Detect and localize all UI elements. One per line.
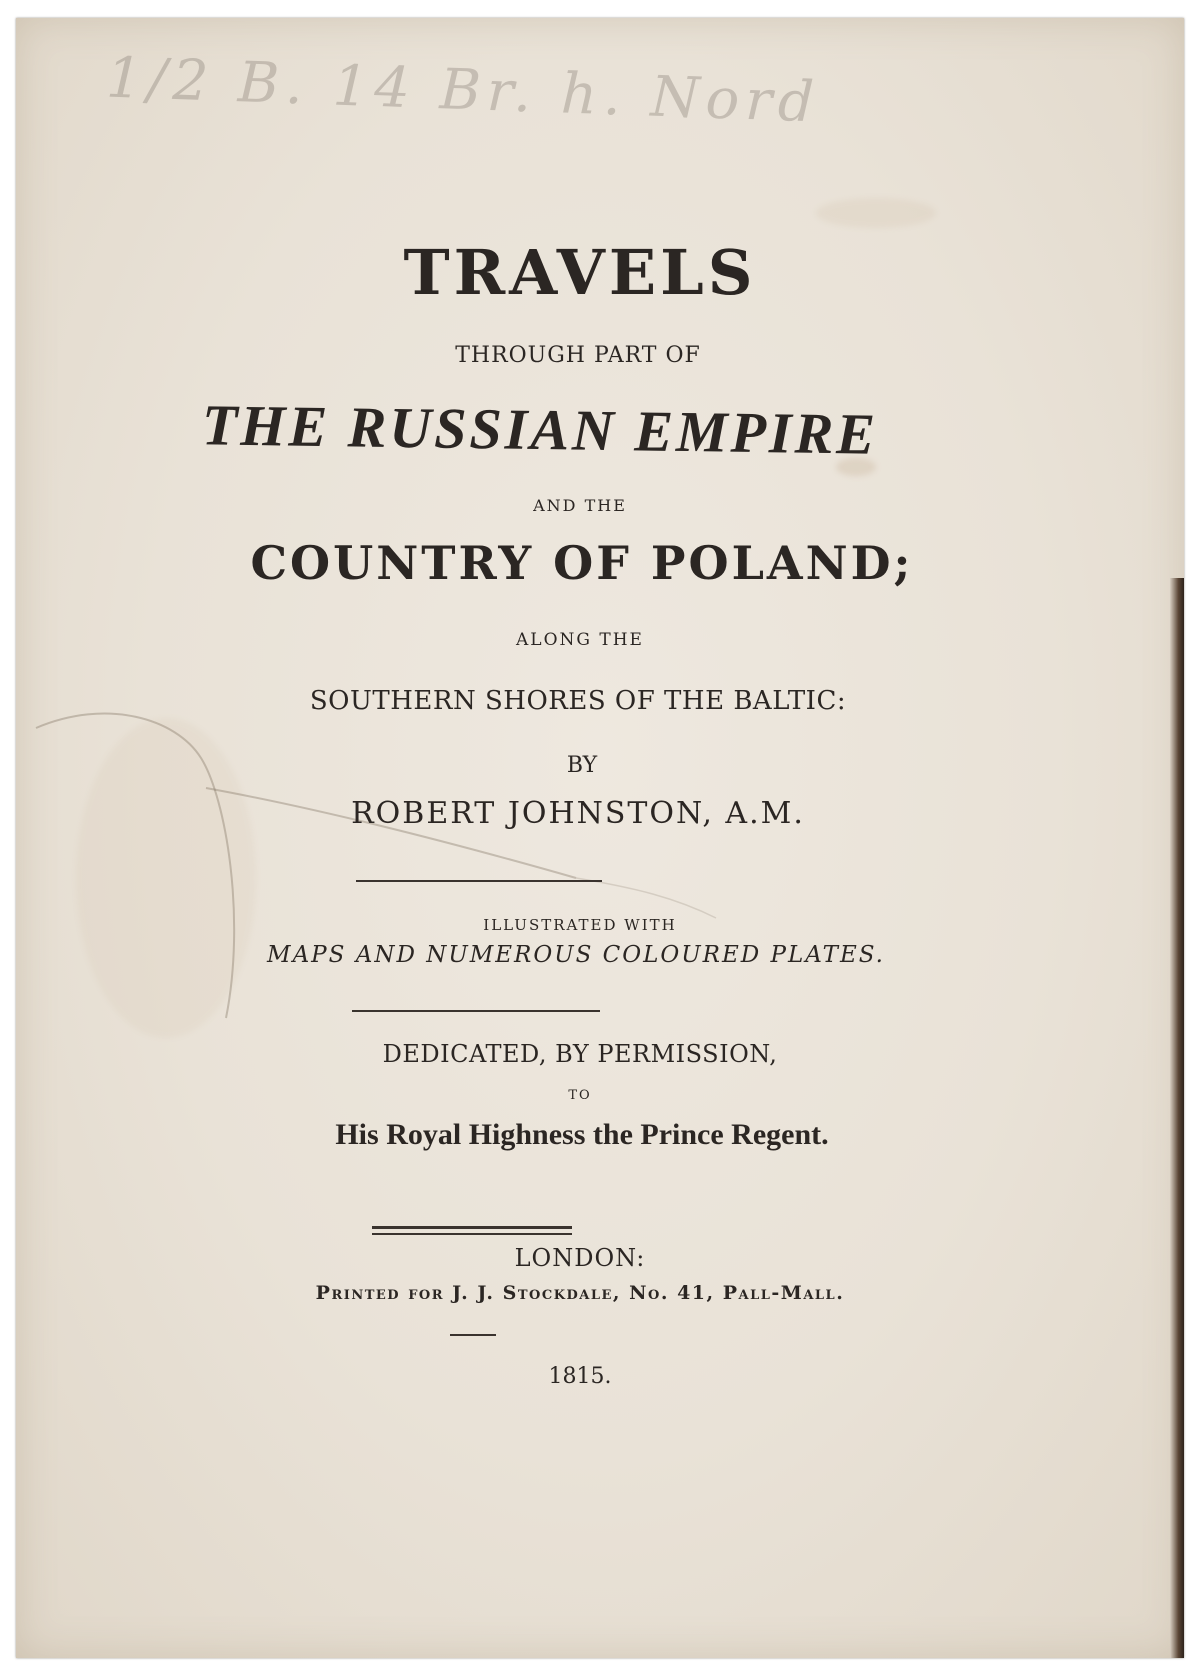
imprint-year: 1815. — [548, 1364, 612, 1389]
divider-rule — [352, 1010, 600, 1012]
title-page — [16, 18, 1184, 1658]
imprint-place: LONDON: — [514, 1244, 646, 1272]
subtitle-line-5: ALONG THE — [516, 630, 644, 650]
by-label: BY — [566, 753, 598, 778]
illustrated-label: ILLUSTRATED WITH — [483, 916, 677, 934]
foxing-stain — [816, 198, 936, 228]
subtitle-line-4: COUNTRY OF POLAND; — [250, 536, 914, 590]
subtitle-line-2: THE RUSSIAN EMPIRE — [201, 392, 879, 467]
subtitle-line-6: SOUTHERN SHORES OF THE BALTIC: — [309, 686, 847, 716]
subtitle-line-3: AND THE — [533, 496, 627, 515]
double-rule-bottom — [372, 1233, 572, 1235]
imprint-printer: Printed for J. J. Stockdale, No. 41, Pall-Mall. — [315, 1282, 845, 1304]
dedication-line-3: His Royal Highness the Prince Regent. — [335, 1118, 829, 1151]
short-rule — [450, 1334, 496, 1336]
divider-rule — [356, 880, 602, 882]
subtitle-line-1: THROUGH PART OF — [455, 343, 701, 368]
illustrated-detail: MAPS AND NUMEROUS COLOURED PLATES. — [267, 942, 885, 968]
author-name: ROBERT JOHNSTON, A.M. — [351, 796, 805, 831]
page-title: TRAVELS — [403, 236, 757, 309]
double-rule-top — [372, 1226, 572, 1229]
dedication-line-1: DEDICATED, BY PERMISSION, — [382, 1040, 778, 1068]
page-edge-shadow — [1170, 578, 1184, 1658]
handwritten-note: 1/2 B. 14 Br. h. Nord — [105, 45, 822, 136]
dedication-line-2: TO — [568, 1088, 592, 1103]
